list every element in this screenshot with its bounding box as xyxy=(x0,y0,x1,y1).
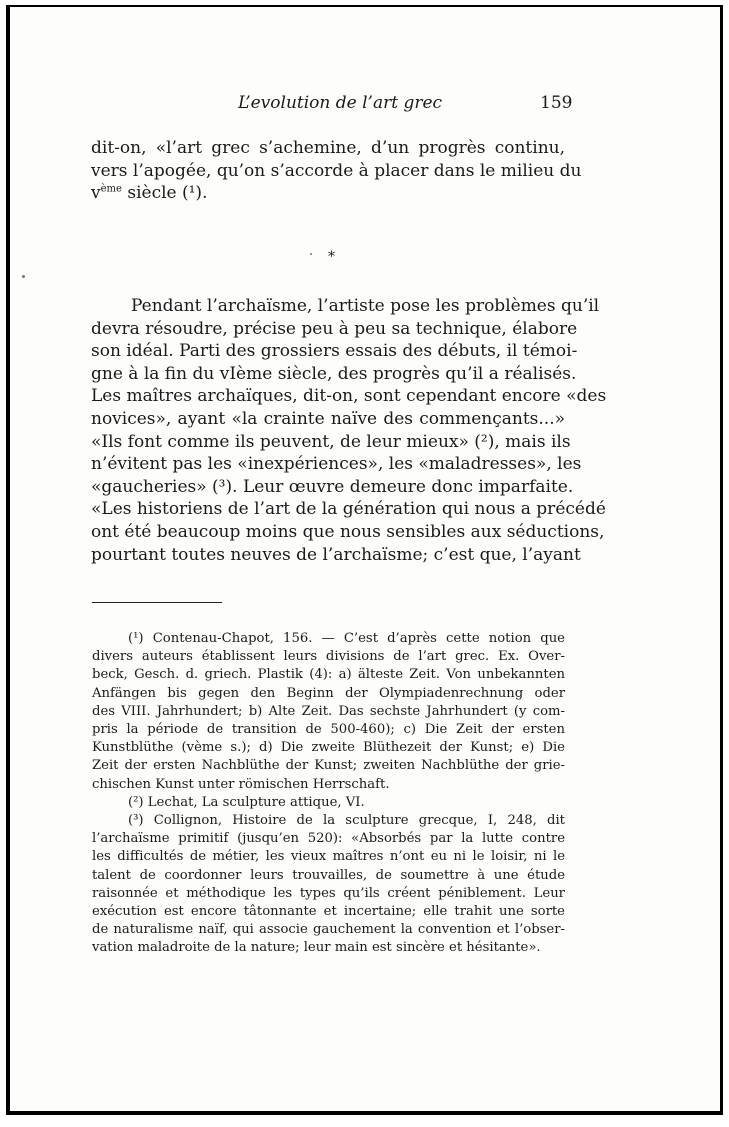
intro-line-last xyxy=(91,182,565,205)
footnote-line: beck, Gesch. d. griech. Plastik (4): a) älteste Zeit. Von unbekannten xyxy=(92,667,565,683)
paragraph-line: «Ils font comme ils peuvent, de leur mieux» (²), mais ils xyxy=(91,431,571,452)
section-divider: * xyxy=(328,249,335,265)
intro-last-sup: ème xyxy=(100,183,122,195)
paragraph-line: gne à la fin du vIème siècle, des progrès qu’il a réalisés. xyxy=(91,363,577,384)
scan-speck xyxy=(22,275,25,278)
footnote-line: raisonnée et méthodique les types qu’ils créent péniblement. Leur xyxy=(92,885,565,901)
paragraph-line: «Les historiens de l’art de la génération qui nous a précédé xyxy=(91,499,606,520)
footnote-line: (²) Lechat, La sculpture attique, VI. xyxy=(128,794,365,810)
footnote-line: chischen Kunst unter römischen Herrschaft. xyxy=(92,776,390,792)
paragraph-line: pourtant toutes neuves de l’archaïsme; c’est que, l’ayant xyxy=(91,544,581,565)
footnote-line: talent de coordonner leurs trouvailles, de soumettre à une étude xyxy=(92,867,565,883)
footnote-line: pris la période de transition de 500-460); c) Die Zeit der ersten xyxy=(92,722,565,738)
paragraph-line: «gaucheries» (³). Leur œuvre demeure donc imparfaite. xyxy=(91,476,574,497)
footnote-line: l’archaïsme primitif (jusqu’en 520): «Absorbés par la lutte contre xyxy=(92,831,565,847)
paragraph-line: n’évitent pas les «inexpériences», les «maladresses», les xyxy=(91,454,582,475)
footnote-line: exécution est encore tâtonnante et incertaine; elle trahit une sorte xyxy=(92,904,565,920)
running-title: L’evolution de l’art grec xyxy=(238,93,443,113)
footnote-line: les difficultés de métier, les vieux maîtres n’ont eu ni le loisir, ni le xyxy=(92,849,565,865)
page-number: 159 xyxy=(540,93,573,113)
footnote-line: de naturalisme naïf, qui associe gauchement la convention et l’obser- xyxy=(92,922,565,938)
paragraph-line: Les maîtres archaïques, dit-on, sont cependant encore «des xyxy=(91,386,607,407)
footnote-line: divers auteurs établissent leurs divisions de l’art grec. Ex. Over- xyxy=(92,649,565,665)
paragraph-line: son idéal. Parti des grossiers essais des débuts, il témoi- xyxy=(91,341,578,362)
book-page xyxy=(6,5,723,1115)
intro-last-rest: siècle (¹). xyxy=(121,183,208,204)
intro-last-prefix: v xyxy=(91,183,101,204)
footnote-line: (³) Collignon, Histoire de la sculpture grecque, I, 248, dit xyxy=(128,813,565,829)
main-paragraph xyxy=(91,295,607,566)
intro-line: vers l’apogée, qu’on s’accorde à placer dans le milieu du xyxy=(91,160,582,181)
footnotes xyxy=(92,630,565,958)
scan-speck xyxy=(310,253,312,255)
footnote-line: Anfängen bis gegen den Beginn der Olympiadenrechnung oder xyxy=(92,685,565,701)
footnote-line: vation maladroite de la nature; leur main est sincère et hésitante». xyxy=(92,940,541,956)
paragraph-line: ont été beaucoup moins que nous sensibles aux séductions, xyxy=(91,521,605,542)
footnote-separator xyxy=(92,602,222,603)
page-header xyxy=(10,93,720,117)
footnote-line: des VIII. Jahrhundert; b) Alte Zeit. Das sechste Jahrhundert (y com- xyxy=(92,703,565,719)
footnote-line: Zeit der ersten Nachblüthe der Kunst; zweiten Nachblüthe der grie- xyxy=(92,758,565,774)
intro-line: dit-on, «l’art grec s’achemine, d’un progrès continu, xyxy=(91,138,565,158)
footnote-line: (¹) Contenau-Chapot, 156. — C’est d’après cette notion que xyxy=(128,631,565,646)
paragraph-line: Pendant l’archaïsme, l’artiste pose les problèmes qu’il xyxy=(131,296,600,316)
paragraph-line: novices», ayant «la crainte naïve des commençants...» xyxy=(91,408,565,429)
intro-text xyxy=(91,137,582,205)
paragraph-line: devra résoudre, précise peu à peu sa technique, élabore xyxy=(91,318,578,339)
footnote-line: Kunstblüthe (vème s.); d) Die zweite Blüthezeit der Kunst; e) Die xyxy=(92,740,565,756)
